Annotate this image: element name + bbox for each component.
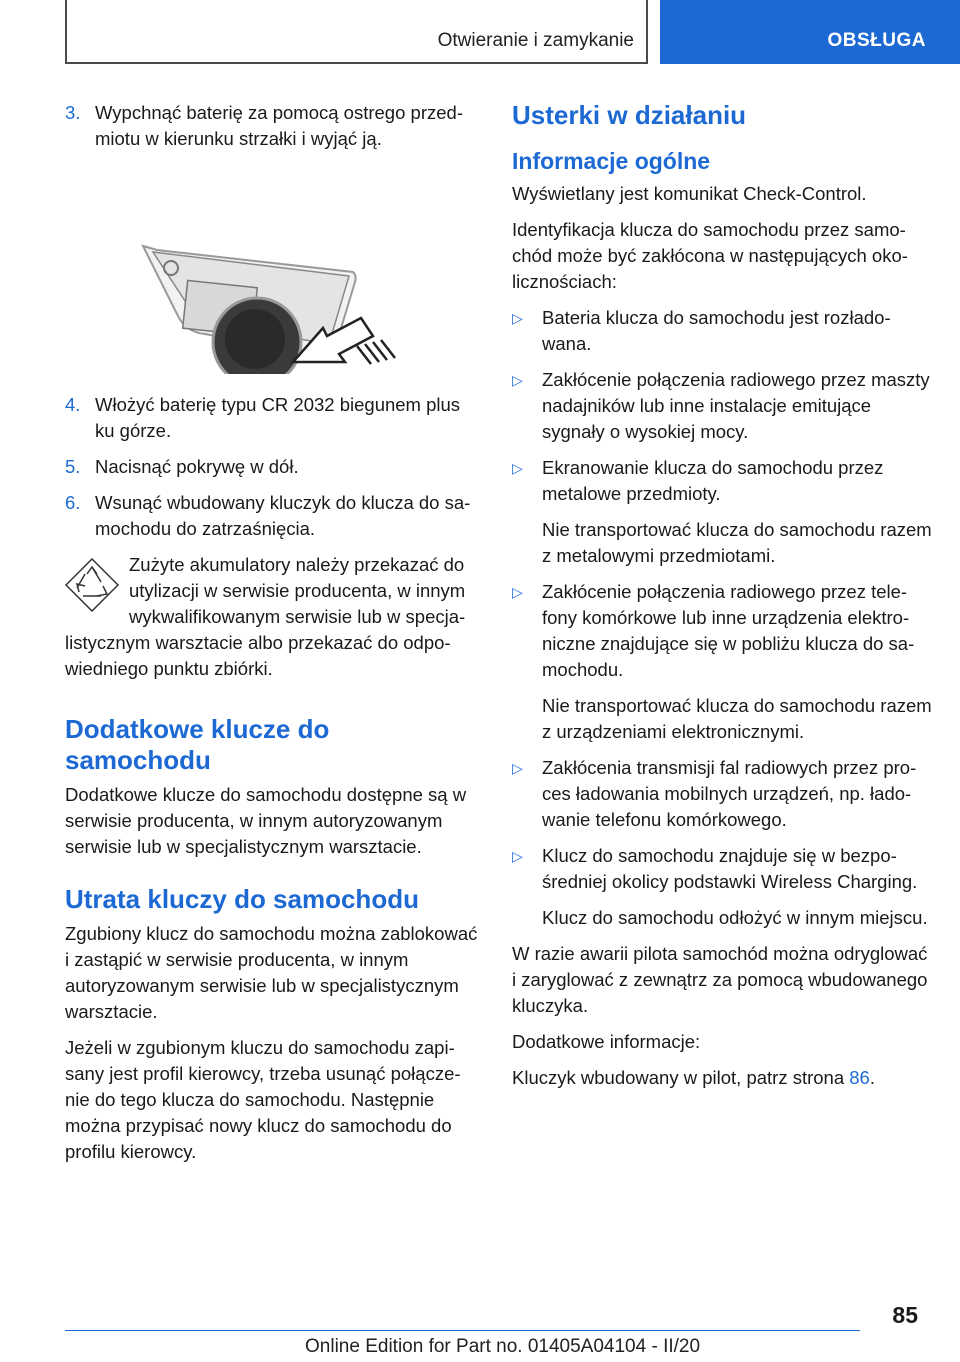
list-item-text: Zakłócenie połączenia radiowego przez telefony komórkowe lub inne urządzenia elektroniczne znajdujące się w pobliżu klucza do samochodu. [542,581,915,680]
list-item [512,579,932,683]
step-item [65,392,478,444]
triangle-bullet-icon: ▷ [512,460,523,476]
step-text: Wypchnąć baterię za pomocą ostrego przedmiotu w kierunku strzałki i wyjąć ją. [95,102,463,149]
step-text: Wsunąć wbudowany kluczyk do klucza do samochodu do zatrzaśnięcia. [95,492,471,539]
heading-general-info: Informacje ogólne [512,148,711,174]
list-item [512,305,932,357]
heading-faults: Usterki w działaniu [512,100,747,130]
list-item-subtext: Klucz do samochodu odłożyć w innym miejscu. [542,907,928,928]
triangle-bullet-icon: ▷ [512,760,523,776]
list-item-text: Zakłócenia transmisji fal radiowych przez proces ładowania mobilnych urządzeń, np. ładowanie telefonu komórkowego. [542,757,917,830]
page-number: 85 [892,1302,918,1328]
list-item [512,843,932,895]
list-item-text: Ekranowanie klucza do samochodu przez metalowe przedmioty. [542,457,884,504]
list-item [512,367,932,445]
paragraph-more-info: Dodatkowe informacje: [512,1031,701,1052]
step-item [65,454,478,480]
step-text: Włożyć baterię typu CR 2032 biegunem plus ku górze. [95,394,461,441]
left-column [65,100,478,1175]
page-link[interactable]: 86 [849,1067,870,1088]
step-item [65,490,478,542]
footer-edition: Online Edition for Part no. 01405A04104 - II/20 [305,1336,701,1357]
reference-text: Kluczyk wbudowany w pilot, patrz strona [512,1067,850,1088]
paragraph-reference [512,1065,932,1091]
paragraph-lost-keys-1: Zgubiony klucz do samochodu można zablokować i zastąpić w serwisie producenta, w innym autoryzowanym serwisie lub w specjalistycznym warsztacie. [65,923,478,1022]
footer-divider [65,1330,860,1331]
step-number: 5. [65,456,81,477]
heading-lost-keys: Utrata kluczy do samochodu [65,884,419,914]
list-item [512,455,932,507]
header-tab-label: OBSŁUGA [827,30,926,51]
list-item-subtext: Nie transportować klucza do samochodu razem z metalowymi przedmiotami. [542,519,932,566]
triangle-bullet-icon: ▷ [512,310,523,326]
paragraph-extra-keys: Dodatkowe klucze do samochodu dostępne są w serwisie producenta, w innym autoryzowanym serwisie lub w specjalistycznym warsztacie. [65,784,467,857]
step-item [65,100,478,152]
right-column [512,100,932,1101]
paragraph-check-control: Wyświetlany jest komunikat Check-Control. [512,183,867,204]
battery-figure [65,164,478,374]
paragraph-lost-keys-2: Jeżeli w zgubionym kluczu do samochodu zapisany jest profil kierowcy, trzeba usunąć połączenie do tego klucza do samochodu. Następnie można przypisać nowy klucz do samochodu do profilu kierowcy. [65,1037,461,1162]
key-battery-illustration [65,164,478,374]
list-item-text: Zakłócenie połączenia radiowego przez maszty nadajników lub inne instalacje emitujące sygnały o wysokiej mocy. [542,369,930,442]
heading-extra-keys: Dodatkowe klucze do samochodu [65,714,330,775]
step-number: 3. [65,102,81,123]
recycle-icon [65,558,119,612]
list-item-subtext: Nie transportować klucza do samochodu razem z urządzeniami elektronicznymi. [542,695,932,742]
list-item-text: Klucz do samochodu znajduje się w bezpośredniej okolicy podstawki Wireless Charging. [542,845,918,892]
paragraph-emergency: W razie awarii pilota samochód można odryglować i zaryglować z zewnątrz za pomocą wbudowanego kluczyka. [512,943,928,1016]
reference-end: . [869,1067,875,1088]
list-item [512,755,932,833]
step-number: 4. [65,394,81,415]
header-section-title: Otwieranie i zamykanie [437,30,634,51]
triangle-bullet-icon: ▷ [512,584,523,600]
list-item-text: Bateria klucza do samochodu jest rozładowana. [542,307,891,354]
header-section-box [65,0,648,64]
triangle-bullet-icon: ▷ [512,848,523,864]
step-text: Nacisnąć pokrywę w dół. [95,456,299,477]
paragraph-intro: Identyfikacja klucza do samochodu przez samochód może być zakłócona w następujących okolicznościach: [512,219,908,292]
step-number: 6. [65,492,81,513]
triangle-bullet-icon: ▷ [512,372,523,388]
header-tab[interactable] [660,0,960,64]
recycling-note [65,552,478,682]
note-text: Zużyte akumulatory należy przekazać do utylizacji w serwisie producenta, w innym wykwalifikowanym serwisie lub w specjalistycznym warsztacie albo przekazać do odpowiedniego punktu zbiórki. [65,554,466,679]
